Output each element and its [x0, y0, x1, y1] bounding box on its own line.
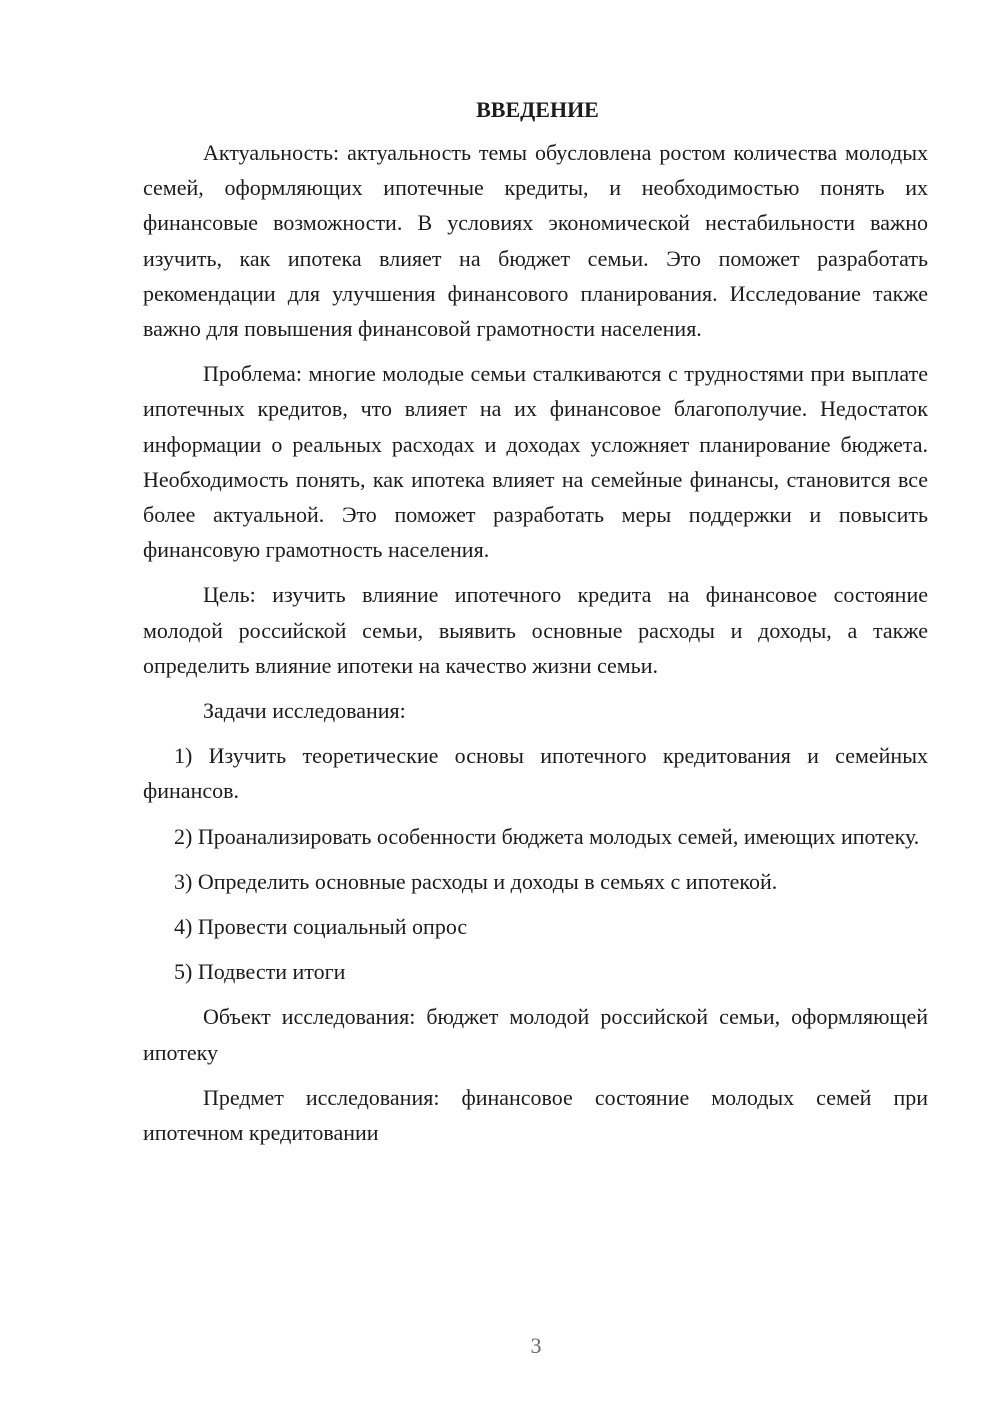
- task-item-5: 5) Подвести итоги: [174, 959, 346, 985]
- task-item-2: 2) Проанализировать особенности бюджета молодых семей, имеющих ипотеку.: [174, 823, 920, 849]
- task-item-1: 1) Изучить теоретические основы ипотечного кредитования и семейных финансов.: [143, 743, 928, 804]
- task-item-3: 3) Определить основные расходы и доходы в семьях с ипотекой.: [174, 868, 778, 894]
- paragraph-goal: Цель: изучить влияние ипотечного кредита на финансовое состояние молодой российской семьи, выявить основные расходы и доходы, а также определить влияние ипотеки на качество жизни семьи.: [143, 582, 928, 678]
- task-item-4: 4) Провести социальный опрос: [174, 914, 468, 940]
- paragraph-problem: Проблема: многие молодые семьи сталкиваются с трудностями при выплате ипотечных кредитов, что влияет на их финансовое благополучие. Недостаток информации о реальных расходах и доходах усложняет планирование бюджета. Необходимость понять, как ипотека влияет на семейные финансы, становится все более актуальной. Это поможет разработать меры поддержки и повысить финансовую грамотность населения.: [143, 361, 928, 563]
- page-title: ВВЕДЕНИЕ: [476, 97, 599, 122]
- page-number: 3: [530, 1333, 542, 1358]
- paragraph-relevance: Актуальность: актуальность темы обусловлена ростом количества молодых семей, оформляющих ипотечные кредиты, и необходимостью понять их финансовые возможности. В условиях экономической нестабильности важно изучить, как ипотека влияет на бюджет семьи. Это поможет разработать рекомендации для улучшения финансового планирования. Исследование также важно для повышения финансовой грамотности населения.: [143, 140, 928, 342]
- paragraph-object: Объект исследования: бюджет молодой российской семьи, оформляющей ипотеку: [143, 1004, 928, 1065]
- tasks-heading: Задачи исследования:: [203, 698, 406, 724]
- page-content: [143, 95, 928, 1160]
- paragraph-subject: Предмет исследования: финансовое состояние молодых семей при ипотечном кредитовании: [143, 1084, 928, 1146]
